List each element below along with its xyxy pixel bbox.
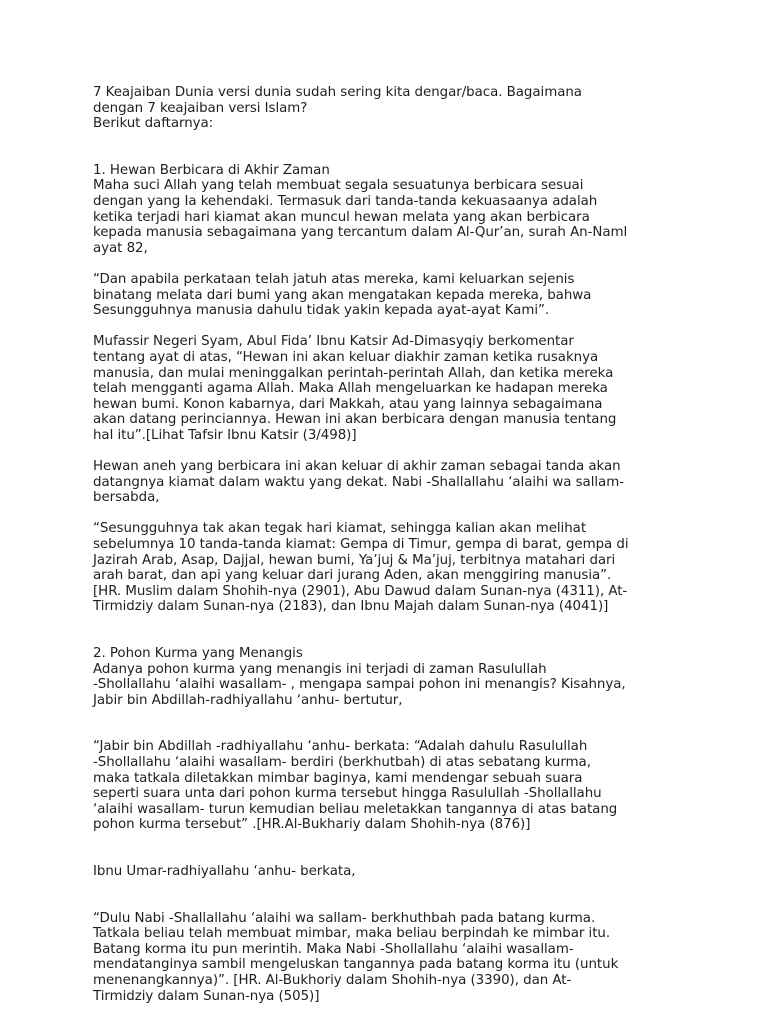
text-line: pohon kurma tersebut” .[HR.Al-Bukhariy dalam Shohih-nya (876)] <box>93 817 531 833</box>
text-line: dengan yang Ia kehendaki. Termasuk dari tanda-tanda kekuasaanya adalah <box>93 193 598 209</box>
section-2-paragraph-1 <box>93 662 693 709</box>
text-line: manusia, dan mulai meninggalkan perintah-perintah Allah, dan ketika mereka <box>93 365 614 381</box>
text-line: Adanya pohon kurma yang menangis ini terjadi di zaman Rasulullah <box>93 661 547 677</box>
text-line: kepada manusia sebagaimana yang tercantum dalam Al-Qur’an, surah An-Naml <box>93 225 628 241</box>
text-line: -Shollallahu ‘alaihi wasallam- , mengapa sampai pohon ini menangis? Kisahnya, <box>93 677 626 693</box>
text-line: Hewan aneh yang berbicara ini akan keluar di akhir zaman sebagai tanda akan <box>93 459 621 475</box>
document-body <box>93 85 693 1004</box>
text-line: hal itu”.[Lihat Tafsir Ibnu Katsir (3/498)] <box>93 427 357 443</box>
text-line: binatang melata dari bumi yang akan mengatakan kepada mereka, bahwa <box>93 287 592 303</box>
text-line: ‘alaihi wasallam- turun kemudian beliau meletakkan tangannya di atas batang <box>93 801 618 817</box>
text-line: maka tatkala diletakkan mimbar baginya, kami mendengar sebuah suara <box>93 770 583 786</box>
text-line: -Shollallahu ‘alaihi wasallam- berdiri (berkhutbah) di atas sebatang kurma, <box>93 754 591 770</box>
text-line: Tatkala beliau telah membuat mimbar, maka beliau berpindah ke mimbar itu. <box>93 926 611 942</box>
text-line: Batang korma itu pun merintih. Maka Nabi -Shollallahu ‘alaihi wasallam- <box>93 941 574 957</box>
text-line: [HR. Muslim dalam Shohih-nya (2901), Abu Dawud dalam Sunan-nya (4311), At- <box>93 583 628 599</box>
text-line: “Dan apabila perkataan telah jatuh atas mereka, kami keluarkan sejenis <box>93 271 575 287</box>
intro-line: dengan 7 keajaiban versi Islam? <box>93 100 308 116</box>
text-line: akan datang perinciannya. Hewan ini akan berbicara dengan manusia tentang <box>93 412 617 428</box>
intro-line: 7 Keajaiban Dunia versi dunia sudah sering kita dengar/baca. Bagaimana <box>93 85 582 100</box>
section-1-heading: 1. Hewan Berbicara di Akhir Zaman <box>93 162 330 178</box>
text-line: “Jabir bin Abdillah -radhiyallahu ‘anhu- berkata: “Adalah dahulu Rasulullah <box>93 739 588 755</box>
text-line: bersabda, <box>93 490 160 506</box>
text-line: Ibnu Umar-radhiyallahu ‘anhu- berkata, <box>93 863 356 879</box>
section-1-paragraph-3 <box>93 459 693 506</box>
text-line: sebelumnya 10 tanda-tanda kiamat: Gempa di Timur, gempa di barat, gempa di <box>93 537 629 553</box>
section-1-quote-2 <box>93 521 693 615</box>
text-line: Maha suci Allah yang telah membuat segala sesuatunya berbicara sesuai <box>93 178 584 194</box>
text-line: arah barat, dan api yang keluar dari jurang Aden, akan menggiring manusia”. <box>93 568 612 584</box>
section-2 <box>93 646 693 1004</box>
text-line: “Sesungguhnya tak akan tegak hari kiamat, sehingga kalian akan melihat <box>93 521 587 537</box>
text-line: Jabir bin Abdillah-radhiyallahu ‘anhu- bertutur, <box>93 692 403 708</box>
intro-line: Berikut daftarnya: <box>93 116 214 132</box>
text-line: Jazirah Arab, Asap, Dajjal, hewan bumi, Ya’juj & Ma’juj, terbitnya matahari dari <box>93 552 616 568</box>
text-line: Sesungguhnya manusia dahulu tidak yakin kepada ayat-ayat Kami”. <box>93 303 550 319</box>
text-line: ayat 82, <box>93 240 148 256</box>
text-line: Mufassir Negeri Syam, Abul Fida’ Ibnu Katsir Ad-Dimasyqiy berkomentar <box>93 334 574 350</box>
text-line: telah mengganti agama Allah. Maka Allah mengeluarkan ke hadapan mereka <box>93 381 608 397</box>
text-line: mendatanginya sambil mengeluskan tangannya pada batang korma itu (untuk <box>93 957 619 973</box>
section-2-quote-1 <box>93 739 693 833</box>
text-line: Tirmidziy dalam Sunan-nya (2183), dan Ibnu Majah dalam Sunan-nya (4041)] <box>93 599 609 615</box>
text-line: “Dulu Nabi -Shallallahu ‘alaihi wa sallam- berkhuthbah pada batang kurma. <box>93 910 596 926</box>
section-2-quote-2 <box>93 911 693 1005</box>
section-1 <box>93 163 693 615</box>
text-line: datangnya kiamat dalam waktu yang dekat. Nabi -Shallallahu ‘alaihi wa sallam- <box>93 474 624 490</box>
section-2-paragraph-2 <box>93 864 693 880</box>
section-2-heading: 2. Pohon Kurma yang Menangis <box>93 646 303 661</box>
intro-paragraph <box>93 85 693 132</box>
section-1-quote-1 <box>93 272 693 319</box>
text-line: seperti suara unta dari pohon kurma tersebut hingga Rasulullah -Shollallahu <box>93 786 602 802</box>
text-line: tentang ayat di atas, “Hewan ini akan keluar diakhir zaman ketika rusaknya <box>93 349 599 365</box>
text-line: Tirmidziy dalam Sunan-nya (505)] <box>93 988 320 1004</box>
text-line: ketika terjadi hari kiamat akan muncul hewan melata yang akan berbicara <box>93 209 590 225</box>
text-line: hewan bumi. Konon kabarnya, dari Makkah, atau yang lainnya sebagaimana <box>93 396 603 412</box>
text-line: menenangkannya)”. [HR. Al-Bukhoriy dalam Shohih-nya (3390), dan At- <box>93 972 572 988</box>
section-1-paragraph-1 <box>93 178 693 256</box>
section-1-paragraph-2 <box>93 334 693 443</box>
